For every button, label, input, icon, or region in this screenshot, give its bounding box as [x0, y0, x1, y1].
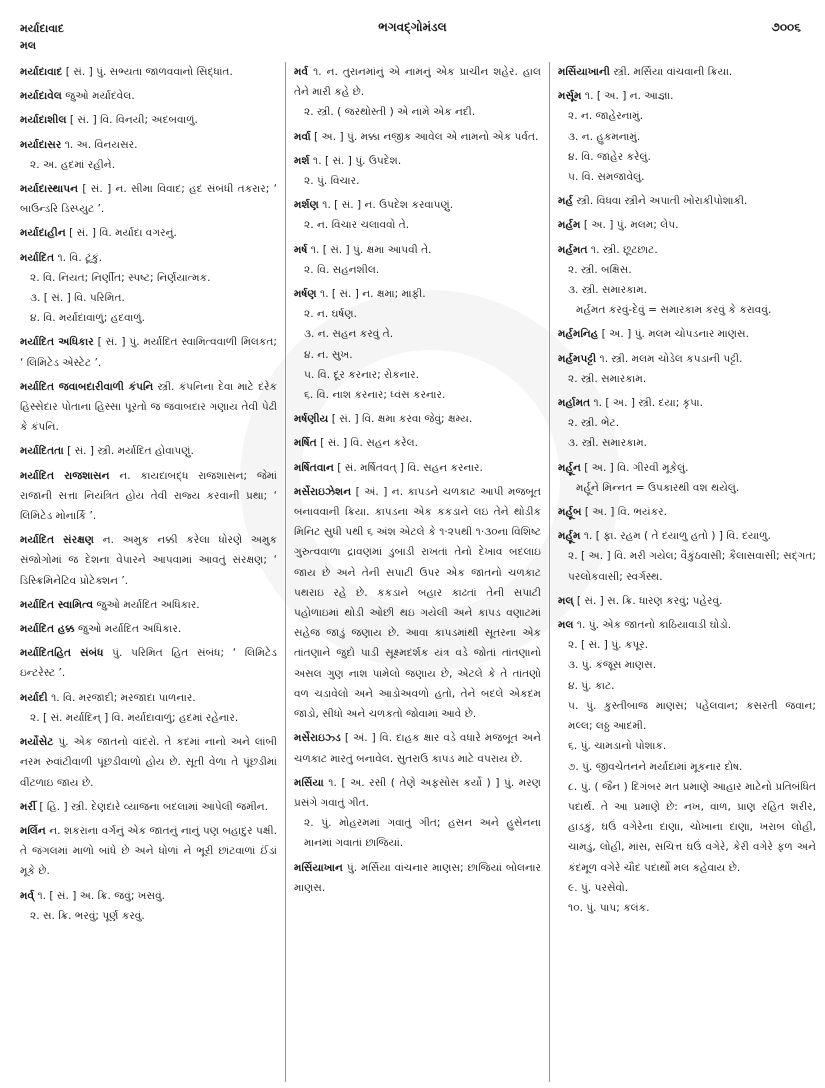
page-header [20, 14, 805, 54]
sense: ૪. વિ. મર્યાદાવાળું; હદવાળું. [30, 312, 145, 325]
definition: [ અ. ] પું. મક્કા નજીક આવેલ એ નામનો એક પર્વત. [310, 130, 539, 143]
dictionary-entry [20, 530, 277, 591]
sense: ૨. વિ. સહનશીલ. [304, 263, 380, 276]
dictionary-entry [558, 191, 816, 211]
dictionary-entry [558, 349, 816, 389]
headword: મર્સિયા [294, 776, 324, 789]
headword: મર્સિયાખાન [294, 861, 343, 874]
definition: [ અ. ] પું. મલમ; લેપ. [580, 219, 679, 232]
definition: [ અ. ] વિ. ભયંકર. [581, 506, 668, 519]
dictionary-entry [20, 86, 277, 106]
definition: [ અં. ] વિ. દાહક ક્ષાર વડે વધારે મજબૂત અને ચળકાટ મારતું બનાવેલ. સુતરાઉ કાપડ માટે વપરાય છે. [294, 732, 541, 765]
headword: મર્યાદાશીલ [20, 114, 67, 127]
sense: ૬. પું. ચામડાનો પોશાક. [568, 740, 667, 753]
sense: ૩. પું. કંજૂસ માણસ. [568, 659, 657, 672]
dictionary-entry [294, 284, 541, 405]
sense: ૩. સ્ત્રી. સમારકામ. [568, 437, 648, 450]
sense: ૨. સ્ત્રી. સમારકામ. [568, 372, 647, 385]
sense: ૬. વિ. નાશ કરનાર; ધ્વંસ કરનાર. [304, 389, 446, 402]
definition: [ હિ. ] સ્ત્રી. દેણદારે વ્યાજના બદલામાં આપેલી જમીન. [36, 800, 268, 813]
sense: ૨. પું. વિચાર. [304, 175, 360, 188]
dictionary-entry [20, 619, 277, 639]
dictionary-entry [294, 240, 541, 280]
sense: ૨. સ્ત્રી. ( જરથોસ્તી ) એ નામે એક નદી. [304, 106, 476, 119]
definition: સ્ત્રી. કંપનિના દેવા માટે દરેક હિસ્સેદાર પોતાના હિસ્સા પૂરતો જ જવાબદાર ગણાય તેવી પેઢી કે કંપનિ. [20, 380, 277, 434]
dictionary-entry [20, 135, 277, 175]
definition: [ સં. ] ન. સીમા વિવાદ; હદ સંબંધી તકરાર; ‘ બાઉન્ડરિ ડિસ્પ્યુટ ’. [20, 183, 277, 216]
sense: ૩. ન. સહન કરવું તે. [304, 328, 394, 341]
sense: ૫. પું. કુસ્તીબાજ માણસ; પહેલવાન; કસરતી જવાન; મલ્લ; લઠ્ઠ આદમી. [568, 699, 816, 733]
headword: મલ [558, 619, 574, 632]
dictionary-entry [558, 393, 816, 454]
definition: ૧. [ સં. ] ન. ક્ષમા; માફી. [316, 288, 426, 301]
sense: ૮. પું. ( જૈન ) દિગંબર મત પ્રમાણે આહાર માટેનો પ્રતિબંધિત પદાર્થ. તે આ પ્રમાણે છે: નખ, વાળ, પ્રાણ રહિત શરીર, હાડકું, ઘઉં વગેરેના દાણા, ચોખાના દાણા, ખરાબ લોહી, ચામડું, લોહી, માંસ, સચિત્ત ઘઉં વગેરે, કેરી વગેરે ફળ અને કંદમૂળ વગેરે ચૌદ પદાર્થો મલ કહેવાય છે. [568, 780, 816, 874]
headword: મર્યાદાવાદ [20, 66, 63, 78]
sense: ૨. પું. મોહરમમાં ગવાતું ગીત; હસન અને હુસેનના માનમાં ગવાતાં છાજિયાં. [304, 817, 541, 850]
headword: મર્લિન [20, 824, 46, 837]
page-number: ૭૦૦૬ [771, 20, 801, 34]
dictionary-entry [294, 858, 541, 898]
dictionary-entry [20, 62, 277, 82]
headword: મર્યોસેટ [20, 736, 54, 749]
dictionary-entry [20, 223, 277, 243]
dictionary-columns [20, 62, 816, 1082]
definition: ૧. [ ફા. રહમ ( તે દયાળુ હતો ) ] વિ. દયાળુ. [580, 530, 771, 543]
sense: ૨. સ્ત્રી. બક્ષિસ. [568, 263, 632, 276]
dictionary-entry [294, 62, 541, 123]
definition: ન. શકરાના વર્ગનું એક જાતનું નાનું પણ બહાદુર પક્ષી. તે જંગલમાં માળો બાંધે છે અને ધોળાં ને ભૂરી છાંટવાળાં ઈંડાં મૂકે છે. [20, 824, 277, 878]
sense: ૩. ન. હુકમનામું. [568, 130, 641, 143]
book-title: ભગવદ્ગોમંડલ [378, 20, 447, 34]
headword: મર્હૂબ [558, 506, 582, 519]
headword: મર્યાદિત સ્વામિત્વ [20, 598, 94, 611]
definition: સ્ત્રી. વિધવા સ્ત્રીને અપાતી ખોરાકીપોશાકી. [573, 195, 748, 208]
headword: મર્ષિતવાન [294, 461, 334, 474]
headword: મર્રી [20, 800, 36, 813]
sense: ૧૦. પું. પાપ; કલંક. [568, 901, 650, 914]
definition: ૧. [ સં. ] અ. ક્રિ. જવું; ખસવું. [34, 889, 166, 902]
headword: મર્યાદિતતા [20, 445, 64, 458]
headword: મલ્ [558, 594, 574, 607]
definition: [ અ. ] પું. મલમ ચોપડનાર માણસ. [598, 328, 749, 341]
column-1 [20, 62, 286, 1082]
sense: ૪. વિ. જાહેર કરેલું. [568, 150, 651, 163]
headword: મર્હમત [558, 243, 588, 256]
dictionary-entry [558, 324, 816, 344]
definition: ૧. [ અ. ] ન. આજ્ઞા. [581, 90, 674, 103]
dictionary-entry [20, 466, 277, 527]
headword: મર્યાદિત જવાબદારીવાળી કંપનિ [20, 380, 154, 393]
headword: મર્યાદિત સંરક્ષણ [20, 534, 95, 547]
dictionary-entry [294, 458, 541, 478]
headword: મર્યાદિત રાજશાસન [20, 469, 110, 482]
definition: સ્ત્રી. મર્સિયા વાંચવાની ક્રિયા. [609, 66, 733, 78]
headword: મર્સિયાખાની [558, 66, 610, 78]
guide-word-last: મલ [20, 39, 37, 52]
headword: મર્ષિત [294, 437, 317, 450]
sense: ૨. ન. વિચાર ચલાવવો તે. [304, 219, 410, 232]
dictionary-entry [558, 62, 816, 82]
sense: ૨. સ્ત્રી. ભેટ. [568, 417, 620, 430]
dictionary-entry [294, 409, 541, 429]
sense: ૫. વિ. સમજાવેલું. [568, 171, 645, 184]
definition: પું. એક જાતનો વાંદરો. તે કદમાં નાનો અને લાંબી નરમ રુવાંટીવાળી પૂંછડીવાળો હોય છે. સૂતી વેળા તે પૂંછડીમાં વીંટળાઇ જાય છે. [20, 736, 277, 789]
definition: ૧. ન. તુરાનમાંનું એ નામનું એક પ્રાચીન શહેર. હાલ તેને મારી કહે છે. [294, 66, 541, 99]
sense: ૯. પું. પરસેવો. [568, 881, 629, 894]
definition: ૧. વિ. ટૂંકું. [54, 251, 103, 264]
headword: મર્યાદિત [20, 251, 55, 264]
dictionary-entry [20, 332, 277, 372]
idiom: મર્હૂને મિન્નત = ઉપકારથી વશ થયેલું. [576, 481, 740, 494]
sense: ૨. [ સં. ] પું. કપૂર. [568, 639, 649, 652]
sense: ૨. ન. જાહેરનામું. [568, 110, 644, 123]
headword: મર્યાદાહીન [20, 227, 66, 240]
definition: ૧. [ સં. ] પું. ક્ષમા આપવી તે. [307, 243, 432, 256]
definition: [ અ. ] વિ. ગીરવી મૂકેલું. [580, 461, 689, 474]
sense: ૫. વિ. દૂર કરનાર; રોકનાર. [304, 368, 419, 381]
headword: મર્હૂન [558, 461, 581, 474]
sense: ૨. સ. ક્રિ. ભરવું; પૂર્ણ કરવું. [30, 909, 145, 922]
idiom: મર્હમત કરવું-દેવું = સમારકામ કરવું કે કરાવવું. [576, 304, 772, 317]
definition: ન. કાયદાબદ્ધ રાજશાસન; જેમાં રાજાની સત્તા નિયંત્રિત હોય તેવી રાજ્ય કરવાની પ્રથા; ‘ લિમિટેડ મોનાર્કિ ’. [20, 469, 277, 523]
dictionary-entry [294, 482, 541, 724]
headword: મર્ષણીય [294, 413, 329, 426]
definition: જુઓ મર્યાદવેલ. [61, 90, 135, 103]
headword: મર્ષણ [294, 288, 317, 301]
definition: [ સં. ] પું. મર્યાદિત સ્વામિત્વવાળી મિલકત; ‘ લિમિટેડ એસ્ટેટ ’. [20, 336, 278, 369]
sense: ૨. [ અ. ] વિ. મરી ગયેલ; વૈકુંઠવાસી; કૈલાસવાસી; સદ્ગત; પરલોકવાસી; સ્વર્ગસ્થ. [568, 550, 816, 583]
headword: મર્યાદાસ્થાપન [20, 183, 79, 196]
definition: [ સં. ] પું. સભ્યતા જાળવવાનો સિદ્ધાંત. [62, 66, 233, 78]
definition: પું. મર્સિયા વાંચનાર માણસ; છાજિયાં બોલનાર માણસ. [294, 861, 541, 894]
dictionary-entry [20, 643, 277, 683]
definition: [ સં. ] સ્ત્રી. મર્યાદિત હોવાપણું. [63, 445, 194, 458]
headword: મર્યાદાવેલ [20, 90, 62, 103]
sense: ૨. અ. હદમાં રહીને. [30, 158, 116, 171]
dictionary-entry [558, 591, 816, 611]
headword: મર્શ [294, 154, 310, 167]
sense: ૨. [ સં. મર્યાદિન્ ] વિ. મર્યાદાવાળું; હદમાં રહેનાર. [30, 711, 239, 724]
dictionary-entry [294, 195, 541, 235]
definition: ન. અમુક નક્કી કરેલા ધોરણે અમુક સંજોગોમાં જ દેશના વેપારને આપવામાં આવતું સંરક્ષણ; ‘ ડિસ્ક્રિમિનેટિવ પ્રોટેક્શન ’. [20, 534, 277, 587]
dictionary-entry [20, 179, 277, 219]
dictionary-entry [20, 377, 277, 438]
headword: મર્યાદી [20, 691, 48, 704]
definition: ૧. સ્ત્રી. છૂટછાટ. [587, 243, 658, 256]
dictionary-entry [20, 248, 277, 329]
headword: મર્શણ [294, 199, 319, 212]
definition: [ સં. ] વિ. વિનયી; અદબવાળું. [66, 114, 198, 127]
sense: ૪. ન. સુખ. [304, 348, 353, 361]
headword: મર્હામત [558, 397, 591, 410]
headword: મર્વ [294, 66, 309, 78]
headword: મર્યાદાસર [20, 138, 62, 151]
headword: મર્ષ [294, 243, 308, 256]
guide-word-first: મર્યાદાવાદ [20, 22, 65, 35]
definition: ૧. અ. વિનયસર. [61, 138, 138, 151]
dictionary-entry [294, 151, 541, 191]
headword: મર્યાદિત અધિકાર [20, 336, 94, 349]
dictionary-entry [20, 886, 277, 926]
sense: ૨. વિ. નિયત; નિર્ણીત; સ્પષ્ટ; નિર્ણયાત્મક. [30, 271, 211, 284]
definition: [ સં. ] વિ. મર્યાદા વગરનું. [65, 227, 177, 240]
dictionary-entry [558, 502, 816, 522]
dictionary-entry [558, 240, 816, 321]
column-3 [550, 62, 816, 1082]
headword: મર્વ્ [20, 889, 35, 902]
definition: ૧. સ્ત્રી. મલમ ચોડેલ કપડાની પટ્ટી. [596, 352, 743, 365]
definition: પું. પરિમિત હિત સંબંધ; ‘ લિમિટેડ ઇન્ટરેસ્ટ ’. [20, 647, 277, 680]
dictionary-entry [294, 728, 541, 768]
definition: [ સં. ] સ. ક્રિ. ધારણ કરવું; પહેરવું. [573, 594, 723, 607]
definition: ૧. વિ. મરજાદી; મરજાદા પાળનાર. [47, 691, 196, 704]
headword: મર્વા [294, 130, 311, 143]
dictionary-entry [294, 127, 541, 147]
dictionary-entry [20, 441, 277, 461]
definition: જુઓ મર્યાદિત અધિકાર. [74, 623, 182, 636]
dictionary-entry [558, 86, 816, 187]
dictionary-entry [558, 615, 816, 918]
headword: મર્યાદિત હક્ક [20, 623, 75, 636]
headword: મર્હમપટ્ટી [558, 352, 597, 365]
dictionary-entry [20, 688, 277, 728]
headword: મર્હૂમ [558, 530, 581, 543]
sense: ૨. ન. ઘર્ષણ. [304, 308, 358, 321]
headword: મર્યાદિતહિત સંબંધ [20, 647, 104, 660]
headword: મર્હમનિહ [558, 328, 599, 341]
headword: મર્સેરાઇઝેશન [294, 485, 352, 498]
column-2 [286, 62, 550, 1082]
headword: મર્હ [558, 195, 574, 208]
headword: મર્હમ [558, 219, 581, 232]
definition: જુઓ મર્યાદિત અધિકાર. [93, 598, 200, 611]
definition: [ સં. ] વિ. સહન કરેલ. [316, 437, 418, 450]
dictionary-entry [20, 821, 277, 882]
headword: મર્સેરાઇઝ્ડ [294, 732, 341, 745]
sense: ૪. પું. કાટ. [568, 679, 615, 692]
definition: ૧. [ સં. ] ન. ઉપદેશ કરવાપણું. [318, 199, 454, 212]
dictionary-entry [558, 215, 816, 235]
dictionary-entry [294, 773, 541, 854]
dictionary-entry [294, 433, 541, 453]
dictionary-entry [558, 526, 816, 587]
sense: ૩. સ્ત્રી. સમારકામ. [568, 284, 648, 297]
definition: ૧. [ સં. ] પું. ઉપદેશ. [309, 154, 402, 167]
definition: ૧. [ અ. રસી ( તેણે અફસોસ કર્યો ) ] પું. મરણ પ્રસંગે ગવાતું ગીત. [294, 776, 541, 809]
dictionary-entry [20, 595, 277, 615]
definition: ૧. [ અ. ] સ્ત્રી. દયા; કૃપા. [590, 397, 703, 410]
dictionary-entry [20, 797, 277, 817]
sense: ૩. [ સં. ] વિ. પરિમિત. [30, 292, 125, 305]
definition: ૧. પું. એક જાતનો કાઠિયાવાડી ઘોડો. [573, 619, 732, 632]
headword: મર્સૂમ [558, 90, 582, 103]
dictionary-entry [20, 732, 277, 793]
definition: [ અં. ] ન. કાપડને ચળકાટ આપી મજબૂત બનાવવાની ક્રિયા. કાપડના એક કકડાને લઇ તેને થોડીક મિનિટ સુધી પથી ૬ અંશ એટલે કે ૧·૨૫થી ૧·૩૦ના વિશિષ્ટ ગુરુત્વવાળા દ્રાવણમાં ડુબાડી રાખતાં તેનો દેખાવ બદલાઇ જાય છે અને તેની સપાટી ઉપર એક જાતનો ચળકાટ પથરાઇ રહે છે. કકડાને બહાર કાઢતાં તેની સપાટી પહોળાઇમાં થોડી ઓછી થઇ ગયેલી અને કાપડ વણાટમાં સહેજ જાડું જણાય છે. આવા કાપડમાંથી સૂતરના એક તાંતણાને જુદો પાડી સૂક્ષ્મદર્શક યંત્ર વડે જોતાં તાંતણાનો અસલ ગુણ નાશ પામેલો જણાય છે, એટલે કે તે તાંતણો વળ ચડાવેલો અને આડોઅવળો હતો, તેને બદલે એકદમ જાડો, સીધો અને ચળકતો જોવામાં આવે છે. [294, 485, 541, 721]
sense: ૭. પું. જીવચેતનને મર્યાદામાં મૂકનાર દોષ. [568, 760, 743, 773]
definition: [ સં. મર્ષિતવત્ ] વિ. સહન કરનાર. [333, 461, 483, 474]
definition: [ સં. ] વિ. ક્ષમા કરવા જેવું; ક્ષમ્ય. [328, 413, 473, 426]
dictionary-entry [20, 110, 277, 130]
dictionary-entry [558, 458, 816, 498]
